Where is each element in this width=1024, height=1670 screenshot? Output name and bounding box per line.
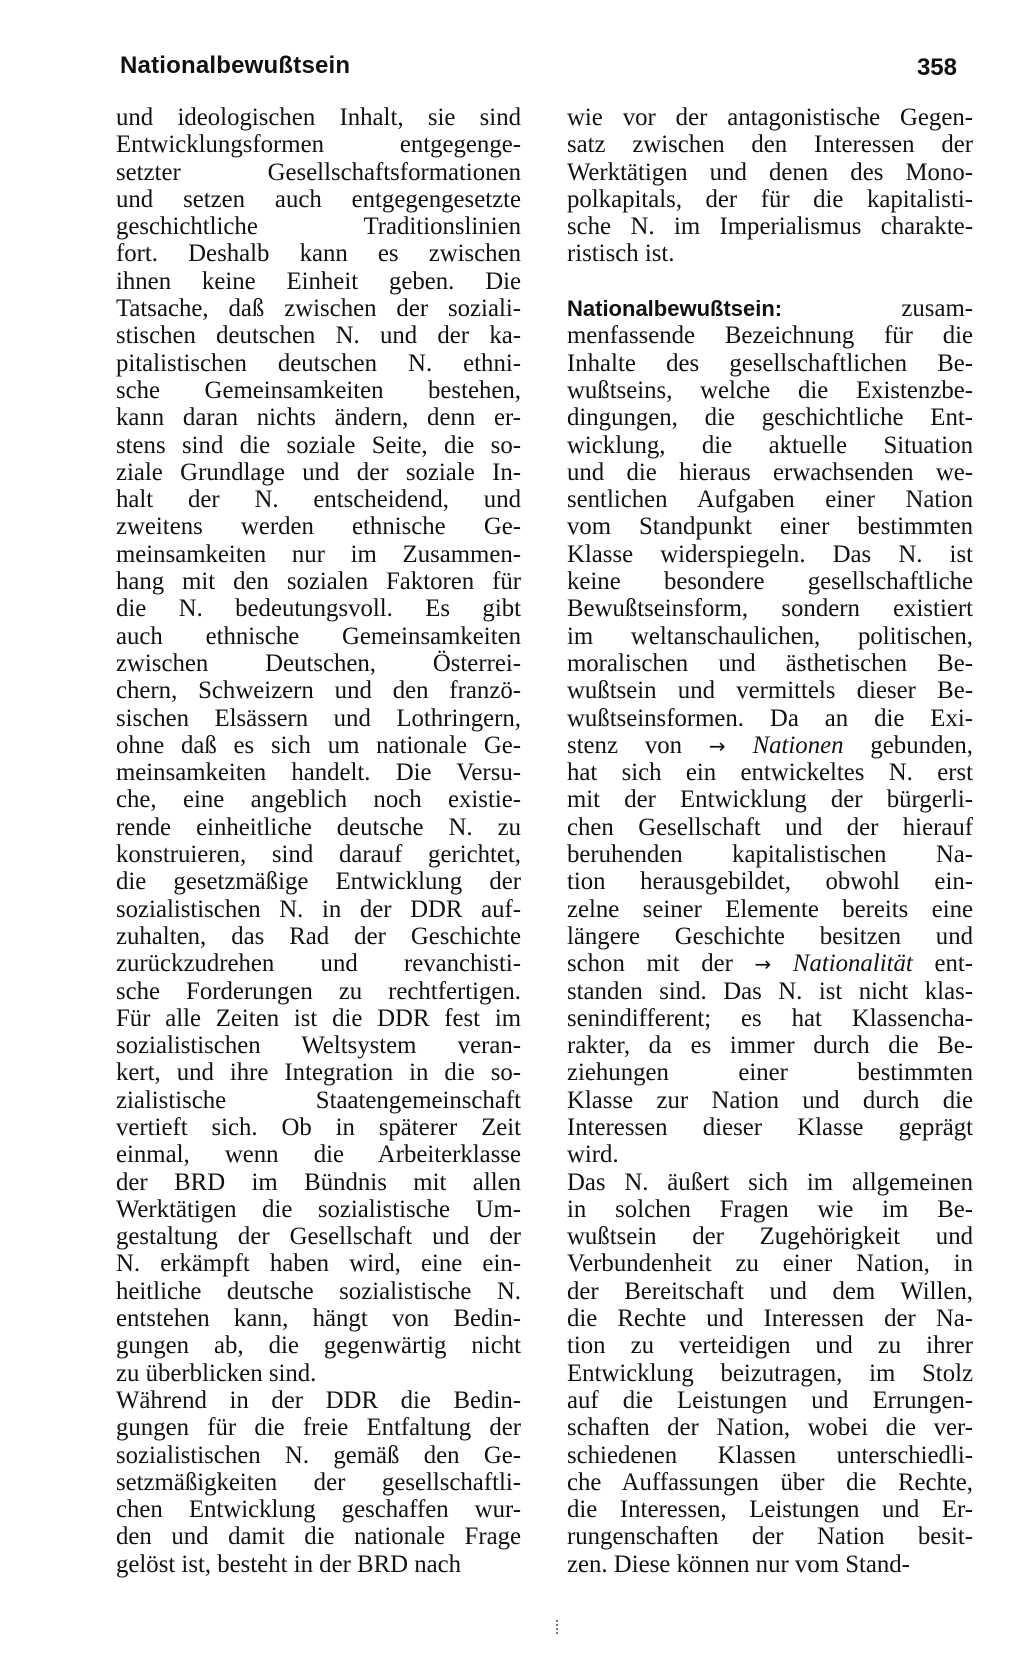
text-line: che Auffassungen über die Rechte,	[567, 1468, 973, 1496]
text-line: Werktätigen und denen des Mono-	[567, 158, 973, 186]
text-line: einmal, wenn die Arbeiterklasse	[116, 1141, 521, 1169]
text-line: pitalistischen deutschen N. ethni-	[116, 349, 521, 377]
text-line: tion herausgebildet, obwohl ein-	[567, 868, 973, 896]
text-line: senindifferent; es hat Klassencha-	[567, 1004, 973, 1032]
text-line: gungen für die freie Entfaltung der	[116, 1414, 521, 1442]
text-line: wußtseinsformen. Da an die Exi-	[567, 704, 973, 732]
text-line: Entwicklungsformen entgegenge-	[116, 131, 521, 159]
text-line: längere Geschichte besitzen und	[567, 922, 973, 950]
text-line: wird.	[567, 1141, 619, 1169]
text-line: Interessen dieser Klasse geprägt	[567, 1113, 973, 1141]
text-line: wicklung, die aktuelle Situation	[567, 431, 973, 459]
text-line: gelöst ist, besteht in der BRD nach	[116, 1550, 462, 1578]
text-line: Klasse zur Nation und durch die	[567, 1086, 973, 1114]
text-line: sche N. im Imperialismus charakte-	[567, 213, 973, 241]
text-line: beruhenden kapitalistischen Na-	[567, 841, 973, 869]
entry-first-line-rest: zusam-	[901, 295, 973, 323]
entry-first-line	[567, 295, 973, 322]
text-line: kann daran nichts ändern, denn er-	[116, 404, 521, 432]
text-line: auf die Leistungen und Errungen-	[567, 1386, 973, 1414]
text-line: menfassende Bezeichnung für die	[567, 322, 973, 350]
text-line: der Bereitschaft und dem Willen,	[567, 1277, 973, 1305]
text-line: Inhalte des gesellschaftlichen Be-	[567, 349, 973, 377]
arrow-right-icon: →	[708, 733, 726, 758]
entry-term: Nationalbewußtsein:	[567, 296, 783, 322]
text-line: polkapitals, der für die kapitalisti-	[567, 185, 973, 213]
text-line: setzmäßigkeiten der gesellschaftli-	[116, 1468, 521, 1496]
text-line: Tatsache, daß zwischen der soziali-	[116, 295, 521, 323]
text-line: meinsamkeiten handelt. Die Versu-	[116, 759, 521, 787]
text-line: gestaltung der Gesellschaft und der	[116, 1223, 521, 1251]
text-line: Das N. äußert sich im allgemeinen	[567, 1168, 973, 1196]
text-line: entstehen kann, hängt von Bedin-	[116, 1305, 521, 1333]
text-line: Verbundenheit zu einer Nation, in	[567, 1250, 973, 1278]
text-line: zwischen Deutschen, Österrei-	[116, 649, 521, 677]
text-line: zen. Diese können nur vom Stand-	[567, 1550, 910, 1578]
text-line: Bewußtseinsform, sondern existiert	[567, 595, 973, 623]
text-line: wußtsein und vermittels dieser Be-	[567, 677, 973, 705]
line-text: ent-	[934, 950, 973, 978]
right-column	[567, 104, 973, 1578]
entry-line-nationen-xref	[567, 732, 973, 759]
text-line: vertieft sich. Ob in späterer Zeit	[116, 1113, 521, 1141]
text-line: wußtsein der Zugehörigkeit und	[567, 1223, 973, 1251]
left-column	[116, 104, 521, 1578]
text-line: und setzen auch entgegengesetzte	[116, 185, 521, 213]
text-line: Werktätigen die sozialistische Um-	[116, 1195, 521, 1223]
text-line: zialistische Staatengemeinschaft	[116, 1086, 521, 1114]
text-line: sozialistischen N. in der DDR auf-	[116, 895, 521, 923]
text-line: chern, Schweizern und den franzö-	[116, 677, 521, 705]
text-line: Klasse widerspiegeln. Das N. ist	[567, 540, 973, 568]
text-line: zurückzudrehen und revanchisti-	[116, 950, 521, 978]
text-line: stischen deutschen N. und der ka-	[116, 322, 521, 350]
entry-line-nationalitaet-xref	[567, 950, 973, 977]
text-line: chen Entwicklung geschaffen wur-	[116, 1496, 521, 1524]
text-line: die Interessen, Leistungen und Er-	[567, 1496, 973, 1524]
text-line: ziehungen einer bestimmten	[567, 1059, 973, 1087]
page-number: 358	[916, 54, 957, 81]
cross-reference-nationalitaet[interactable]: Nationalität	[792, 950, 913, 978]
text-line: schiedenen Klassen unterschiedli-	[567, 1441, 973, 1469]
text-line: schaften der Nation, wobei die ver-	[567, 1414, 973, 1442]
text-line: Entwicklung beizutragen, im Stolz	[567, 1359, 973, 1387]
text-line: die Rechte und Interessen der Na-	[567, 1305, 973, 1333]
text-line: satz zwischen den Interessen der	[567, 131, 973, 159]
running-head: Nationalbewußtsein	[120, 52, 351, 79]
text-line: sozialistischen Weltsystem veran-	[116, 1032, 521, 1060]
text-line: N. erkämpft haben wird, eine ein-	[116, 1250, 521, 1278]
text-line: keine besondere gesellschaftliche	[567, 568, 973, 596]
text-line: vom Standpunkt einer bestimmten	[567, 513, 973, 541]
text-line: che, eine angeblich noch existie-	[116, 786, 521, 814]
text-line: im weltanschaulichen, politischen,	[567, 622, 973, 650]
text-line: zuhalten, das Rad der Geschichte	[116, 922, 521, 950]
text-line: ohne daß es sich um nationale Ge-	[116, 731, 521, 759]
scan-speck	[556, 1620, 561, 1634]
arrow-right-icon: →	[754, 952, 772, 977]
text-line: rakter, da es immer durch die Be-	[567, 1032, 973, 1060]
text-line: die N. bedeutungsvoll. Es gibt	[116, 595, 521, 623]
text-line: rende einheitliche deutsche N. zu	[116, 813, 521, 841]
text-line: Für alle Zeiten ist die DDR fest im	[116, 1004, 521, 1032]
text-line: hang mit den sozialen Faktoren für	[116, 568, 521, 596]
line-text: gebunden,	[870, 731, 973, 759]
text-line: sche Gemeinsamkeiten bestehen,	[116, 376, 521, 404]
text-line: wie vor der antagonistische Gegen-	[567, 104, 973, 131]
text-line: tion zu verteidigen und zu ihrer	[567, 1332, 973, 1360]
text-line: und ideologischen Inhalt, sie sind	[116, 104, 521, 131]
text-line: zelne seiner Elemente bereits eine	[567, 895, 973, 923]
text-line: ziale Grundlage und der soziale In-	[116, 458, 521, 486]
text-line: moralischen und ästhetischen Be-	[567, 649, 973, 677]
text-line: dingungen, die geschichtliche Ent-	[567, 404, 973, 432]
text-line: gungen ab, die gegenwärtig nicht	[116, 1332, 521, 1360]
text-line: setzter Gesellschaftsformationen	[116, 158, 521, 186]
text-line: in solchen Fragen wie im Be-	[567, 1195, 973, 1223]
line-text: schon mit der	[567, 950, 733, 978]
text-line: standen sind. Das N. ist nicht klas-	[567, 977, 973, 1005]
text-line: Während in der DDR die Bedin-	[116, 1386, 521, 1414]
cross-reference-nationen[interactable]: Nationen	[752, 731, 844, 759]
text-line: stens sind die soziale Seite, die so-	[116, 431, 521, 459]
text-line: rungenschaften der Nation besit-	[567, 1523, 973, 1551]
text-line: halt der N. entscheidend, und	[116, 486, 521, 514]
text-line: mit der Entwicklung der bürgerli-	[567, 786, 973, 814]
text-line: wußtseins, welche die Existenzbe-	[567, 376, 973, 404]
continuation-text	[567, 104, 973, 268]
text-line: heitliche deutsche sozialistische N.	[116, 1277, 521, 1305]
entry-body-part-a	[567, 322, 973, 731]
text-line: den und damit die nationale Frage	[116, 1523, 521, 1551]
text-line: zu überblicken sind.	[116, 1359, 317, 1387]
text-line: sentlichen Aufgaben einer Nation	[567, 486, 973, 514]
text-line: chen Gesellschaft und der hierauf	[567, 813, 973, 841]
text-line: auch ethnische Gemeinsamkeiten	[116, 622, 521, 650]
text-line: ristisch ist.	[567, 240, 675, 268]
text-line: sozialistischen N. gemäß den Ge-	[116, 1441, 521, 1469]
text-line: sche Forderungen zu rechtfertigen.	[116, 977, 521, 1005]
text-line: der BRD im Bündnis mit allen	[116, 1168, 521, 1196]
text-line: und die hieraus erwachsenden we-	[567, 458, 973, 486]
text-line: zweitens werden ethnische Ge-	[116, 513, 521, 541]
line-text: stenz von	[567, 731, 683, 759]
text-line: sischen Elsässern und Lothringern,	[116, 704, 521, 732]
text-line: kert, und ihre Integration in die so-	[116, 1059, 521, 1087]
entry-body-part-c	[567, 978, 973, 1579]
text-line: konstruieren, sind darauf gerichtet,	[116, 841, 521, 869]
text-line: fort. Deshalb kann es zwischen	[116, 240, 521, 268]
text-line: geschichtliche Traditionslinien	[116, 213, 521, 241]
text-line: die gesetzmäßige Entwicklung der	[116, 868, 521, 896]
entry-body-part-b	[567, 759, 973, 950]
text-line: hat sich ein entwickeltes N. erst	[567, 759, 973, 787]
text-line: meinsamkeiten nur im Zusammen-	[116, 540, 521, 568]
paragraph-gap	[567, 268, 973, 295]
text-line: ihnen keine Einheit geben. Die	[116, 267, 521, 295]
